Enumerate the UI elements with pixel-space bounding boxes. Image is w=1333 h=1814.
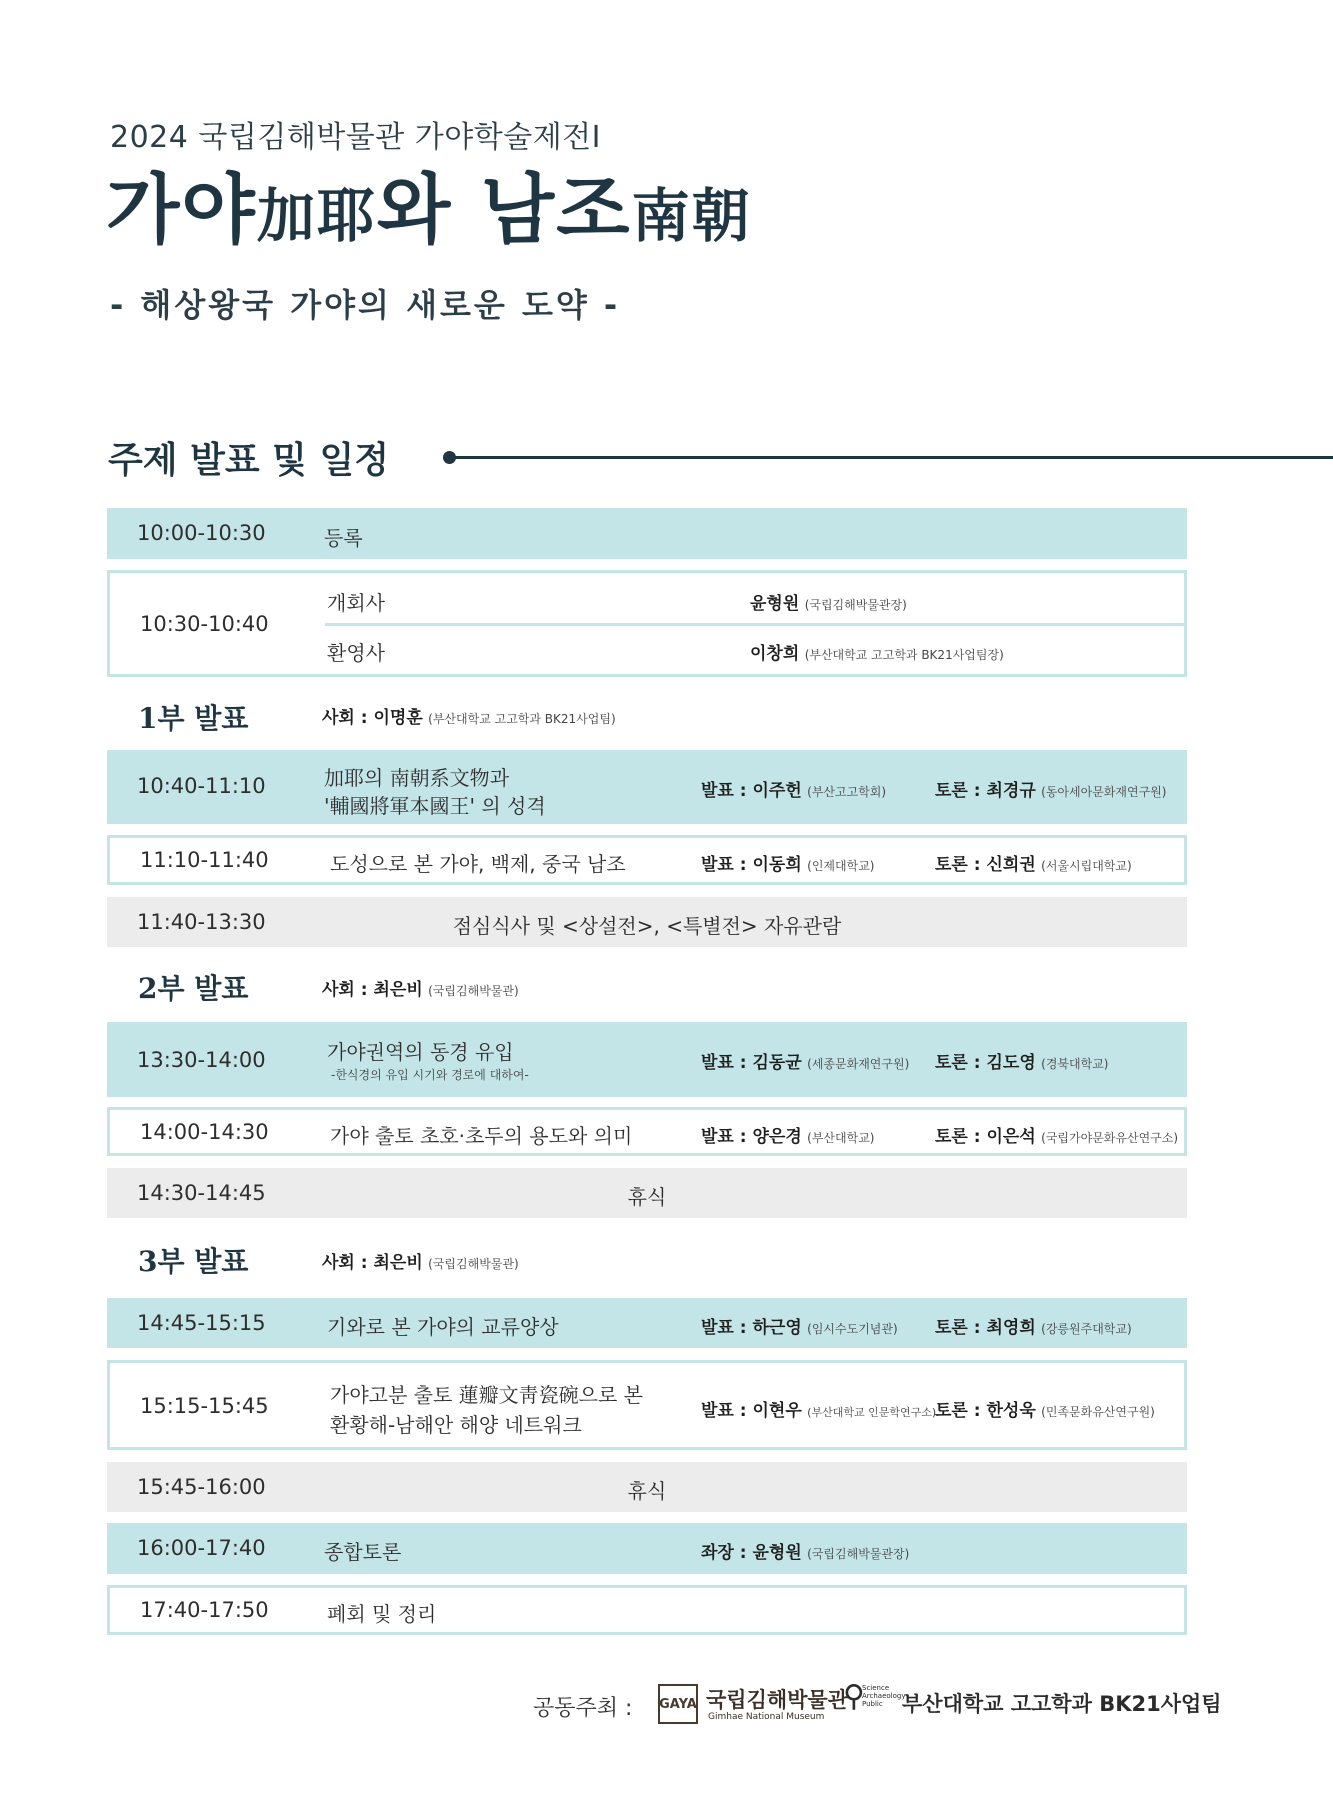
discussant-affiliation: (동아세아문화재연구원) [1041, 785, 1167, 799]
schedule-row-lunch [107, 897, 1187, 947]
gimhae-museum-english-name: Gimhae National Museum [708, 1712, 825, 1722]
schedule-row-discussion [107, 1523, 1187, 1574]
topic-hanja: 蓮瓣文靑瓷碗 [458, 1383, 579, 1407]
title-part2: 와 남조 [376, 165, 632, 254]
topic-text: 과 [489, 766, 510, 790]
row-time: 10:40-11:10 [137, 774, 266, 798]
speaker-affiliation: (국립김해박물관장) [804, 598, 907, 612]
schedule-row-presentation-6 [107, 1360, 1187, 1450]
row-time: 14:30-14:45 [137, 1181, 266, 1205]
row-time: 15:15-15:45 [140, 1394, 269, 1418]
discussant [935, 850, 1132, 875]
discussant-affiliation: (국립가야문화유산연구소) [1041, 1131, 1179, 1145]
presentation-topic: 기와로 본 가야의 교류양상 [327, 1315, 559, 1339]
presenter-affiliation: (임시수도기념관) [807, 1322, 898, 1336]
schedule-row-registration [107, 508, 1187, 559]
row-topic: 종합토론 [324, 1540, 402, 1564]
shovel-icon: ⚲ [843, 1679, 865, 1714]
presenter-name: 발표 : 이현우 [701, 1401, 802, 1421]
presenter [701, 1313, 898, 1338]
presentation-topic: 가야권역의 동경 유입 [327, 1040, 514, 1064]
row-time: 13:30-14:00 [137, 1048, 266, 1072]
chair-name: 좌장 : 윤형원 [701, 1543, 802, 1563]
page-title [106, 165, 752, 254]
discussant [935, 1396, 1155, 1421]
schedule-row-presentation-1 [107, 750, 1187, 824]
section-title: 주제 발표 및 일정 [108, 439, 390, 481]
presenter-affiliation: (부산고고학회) [807, 785, 887, 799]
topic-hanja: 南朝系文物 [389, 766, 490, 790]
presentation-topic-line1 [330, 1379, 643, 1408]
presenter-name: 발표 : 이동희 [701, 855, 802, 875]
discussant [935, 1313, 1132, 1338]
discussant-name: 토론 : 최영희 [935, 1318, 1036, 1338]
presenter-affiliation: (부산대학교) [807, 1131, 875, 1145]
row-topic: 점심식사 및 <상설전>, <특별전> 자유관람 [452, 914, 842, 938]
moderator-name: 사회 : 최은비 [322, 1253, 423, 1273]
schedule-row-opening [107, 570, 1187, 677]
presentation-topic: 가야 출토 초호·초두의 용도와 의미 [330, 1124, 633, 1148]
moderator-name: 사회 : 최은비 [322, 980, 423, 1000]
super-title: 2024 국립김해박물관 가야학술제전Ⅰ [110, 120, 602, 155]
schedule-row-break-1 [107, 1168, 1187, 1218]
part-1-moderator [322, 703, 616, 728]
opening-speech-speaker [750, 589, 907, 614]
part-3-heading: 3부 발표 [138, 1245, 249, 1278]
presenter [701, 1396, 936, 1421]
presentation-topic-line2: 환황해-남해안 해양 네트워크 [330, 1413, 582, 1437]
section-divider [455, 456, 1333, 459]
welcome-speech-speaker [750, 639, 1004, 664]
part-3-moderator [322, 1248, 519, 1273]
chair [701, 1538, 909, 1563]
row-time: 11:10-11:40 [140, 848, 269, 872]
row-topic: 폐회 및 정리 [327, 1602, 437, 1626]
part-2-heading: 2부 발표 [138, 972, 249, 1005]
subtitle: - 해상왕국 가야의 새로운 도약 - [110, 286, 621, 324]
presenter [701, 1122, 874, 1147]
presenter-name: 발표 : 양은경 [701, 1127, 802, 1147]
speaker-name: 윤형원 [750, 594, 800, 614]
moderator-name: 사회 : 이명훈 [322, 708, 423, 728]
presentation-subtopic: -한식경의 유입 시기와 경로에 대하여- [331, 1068, 529, 1082]
moderator-affiliation: (부산대학교 고고학과 BK21사업팀) [428, 712, 616, 726]
discussant-name: 토론 : 최경규 [935, 781, 1036, 801]
discussant-affiliation: (강릉원주대학교) [1041, 1322, 1132, 1336]
speaker-affiliation: (부산대학교 고고학과 BK21사업팀장) [804, 648, 1004, 662]
speaker-name: 이창희 [750, 644, 800, 664]
moderator-affiliation: (국립김해박물관) [428, 1257, 519, 1271]
discussant [935, 1122, 1178, 1147]
schedule-row-presentation-3 [107, 1022, 1187, 1097]
topic-text: 가야고분 출토 [330, 1383, 459, 1407]
part-2-moderator [322, 975, 519, 1000]
row-topic: 휴식 [627, 1185, 667, 1209]
presenter-name: 발표 : 이주헌 [701, 781, 802, 801]
gimhae-museum-logo-icon [658, 1684, 698, 1724]
title-part1: 가야 [106, 165, 257, 254]
logo-mark: GAYA [659, 1696, 697, 1712]
row-time: 16:00-17:40 [137, 1536, 266, 1560]
presentation-topic-line1 [324, 762, 509, 791]
discussant [935, 1048, 1108, 1073]
moderator-affiliation: (국립김해박물관) [428, 984, 519, 998]
presentation-topic-line2: '輔國將軍本國王' 의 성격 [324, 794, 546, 818]
welcome-speech-topic: 환영사 [327, 641, 385, 665]
presenter [701, 776, 886, 801]
discussant-affiliation: (서울시립대학교) [1041, 859, 1132, 873]
gimhae-museum-name: 국립김해박물관 [706, 1688, 849, 1712]
row-topic: 등록 [324, 526, 363, 550]
opening-speech-topic: 개회사 [327, 591, 385, 615]
co-host-label: 공동주최 : [533, 1696, 633, 1721]
schedule-row-presentation-5 [107, 1298, 1187, 1348]
topic-text: 으로 본 [578, 1383, 643, 1407]
presenter [701, 1048, 909, 1073]
presenter-name: 발표 : 김동균 [701, 1053, 802, 1073]
title-hanja1: 加耶 [256, 182, 377, 250]
schedule-row-closing [107, 1585, 1187, 1635]
presenter-affiliation: (인제대학교) [807, 859, 875, 873]
discussant-name: 토론 : 신희권 [935, 855, 1036, 875]
chair-affiliation: (국립김해박물관장) [807, 1547, 910, 1561]
presenter [701, 850, 874, 875]
row-time: 10:30-10:40 [140, 612, 269, 636]
schedule-row-break-2 [107, 1462, 1187, 1512]
row-time: 10:00-10:30 [137, 521, 266, 545]
discussant [935, 776, 1166, 801]
title-hanja2: 南朝 [631, 182, 752, 250]
schedule-row-presentation-4 [107, 1107, 1187, 1156]
schedule-row-presentation-2 [107, 835, 1187, 885]
discussant-affiliation: (민족문화유산연구원) [1041, 1405, 1155, 1419]
presenter-affiliation: (부산대학교 인문학연구소) [807, 1406, 937, 1419]
row-time: 14:45-15:15 [137, 1311, 266, 1335]
presentation-topic: 도성으로 본 가야, 백제, 중국 남조 [330, 852, 626, 876]
row-time: 15:45-16:00 [137, 1475, 266, 1499]
discussant-name: 토론 : 김도영 [935, 1053, 1036, 1073]
presenter-name: 발표 : 하근영 [701, 1318, 802, 1338]
row-topic: 휴식 [627, 1479, 667, 1503]
part-1-heading: 1부 발표 [138, 702, 249, 735]
row-time: 17:40-17:50 [140, 1598, 269, 1622]
discussant-affiliation: (경북대학교) [1041, 1057, 1109, 1071]
row-time: 11:40-13:30 [137, 910, 266, 934]
sap-logo-text: Science Archaeology Public [862, 1684, 906, 1708]
topic-text: 의 [364, 766, 390, 790]
discussant-name: 토론 : 이은석 [935, 1127, 1036, 1147]
pusan-university-bk21-name: 부산대학교 고고학과 BK21사업팀 [902, 1692, 1222, 1716]
discussant-name: 토론 : 한성욱 [935, 1401, 1036, 1421]
topic-hanja: 加耶 [324, 766, 364, 790]
row-time: 14:00-14:30 [140, 1120, 269, 1144]
row-divider [325, 623, 1184, 626]
presenter-affiliation: (세종문화재연구원) [807, 1057, 910, 1071]
